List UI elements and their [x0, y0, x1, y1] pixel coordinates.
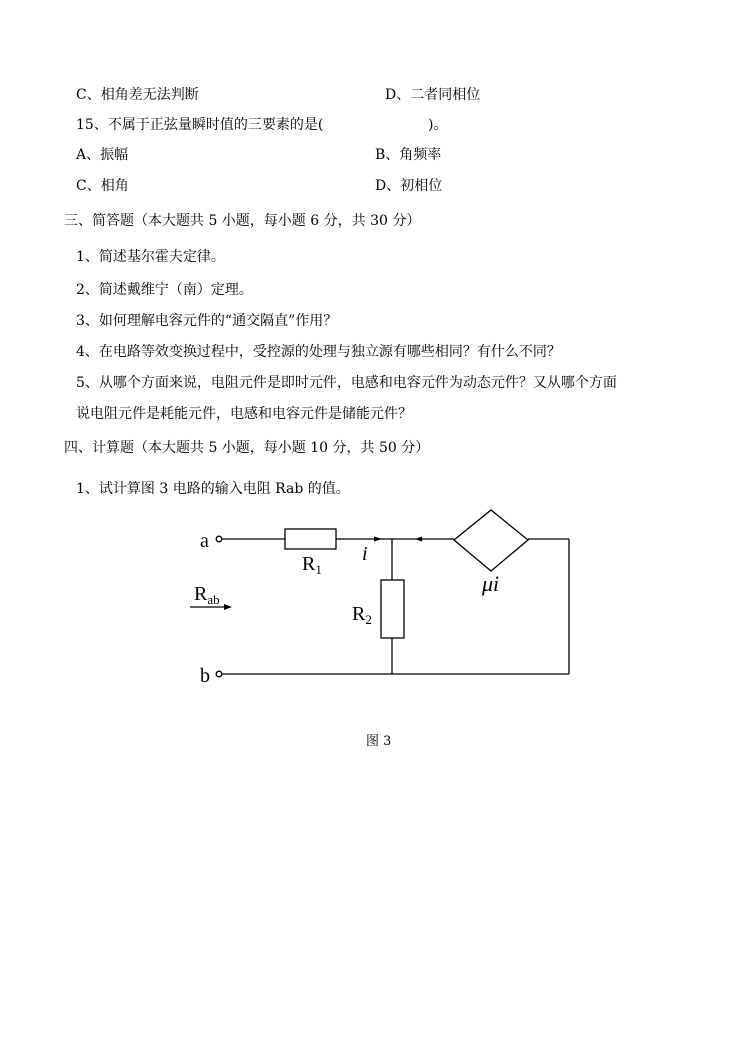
q15-option-b: B、角频率: [375, 147, 442, 163]
rab-arrowhead-icon: [224, 604, 232, 610]
node-b-label: b: [200, 665, 210, 687]
q14-option-c: C、相角差无法判断: [76, 87, 199, 103]
section4-title: 四、计算题（本大题共 5 小题，每小题 10 分，共 50 分）: [64, 440, 430, 456]
terminal-a: [216, 536, 222, 542]
section3-q4: 4、在电路等效变换过程中，受控源的处理与独立源有哪些相同？有什么不同？: [76, 344, 561, 360]
dependent-source-diamond: [454, 510, 528, 571]
current-i-label: i: [362, 543, 368, 565]
q15-stem-end: )。: [428, 117, 448, 133]
rab-label: $R_{ab}$: [194, 583, 220, 607]
r1-label: $R_1$: [302, 553, 322, 577]
q15-stem-start: 15、不属于正弦量瞬时值的三要素的是(: [76, 117, 324, 133]
section3-q2: 2、简述戴维宁（南）定理。: [76, 282, 253, 298]
figure-caption: 图 3: [366, 734, 392, 749]
q15-option-d: D、初相位: [375, 178, 443, 194]
resistor-r2: [381, 580, 404, 638]
current-i-arrow-icon: [374, 537, 382, 542]
q15-option-c: C、相角: [76, 178, 129, 194]
terminal-b: [216, 671, 222, 677]
source-mu-i-label: μi: [482, 571, 500, 596]
section3-q3: 3、如何理解电容元件的“通交隔直”作用？: [76, 313, 338, 329]
q14-option-d: D、二者同相位: [385, 87, 481, 103]
section3-q5-line1: 5、从哪个方面来说，电阻元件是即时元件，电感和电容元件为动态元件？又从哪个方面: [76, 375, 617, 391]
section4-q1: 1、试计算图 3 电路的输入电阻 Rab 的值。: [76, 481, 350, 497]
q15-option-a: A、振幅: [76, 147, 129, 163]
r2-label: $R_2$: [352, 603, 372, 627]
source-current-arrow-icon: [415, 537, 422, 542]
resistor-r1: [285, 529, 336, 549]
section3-q1: 1、简述基尔霍夫定律。: [76, 249, 225, 265]
section3-q5-line2: 说电阻元件是耗能元件，电感和电容元件是储能元件？: [76, 406, 412, 422]
section3-title: 三、简答题（本大题共 5 小题，每小题 6 分，共 30 分）: [64, 213, 421, 229]
node-a-label: a: [200, 530, 209, 552]
